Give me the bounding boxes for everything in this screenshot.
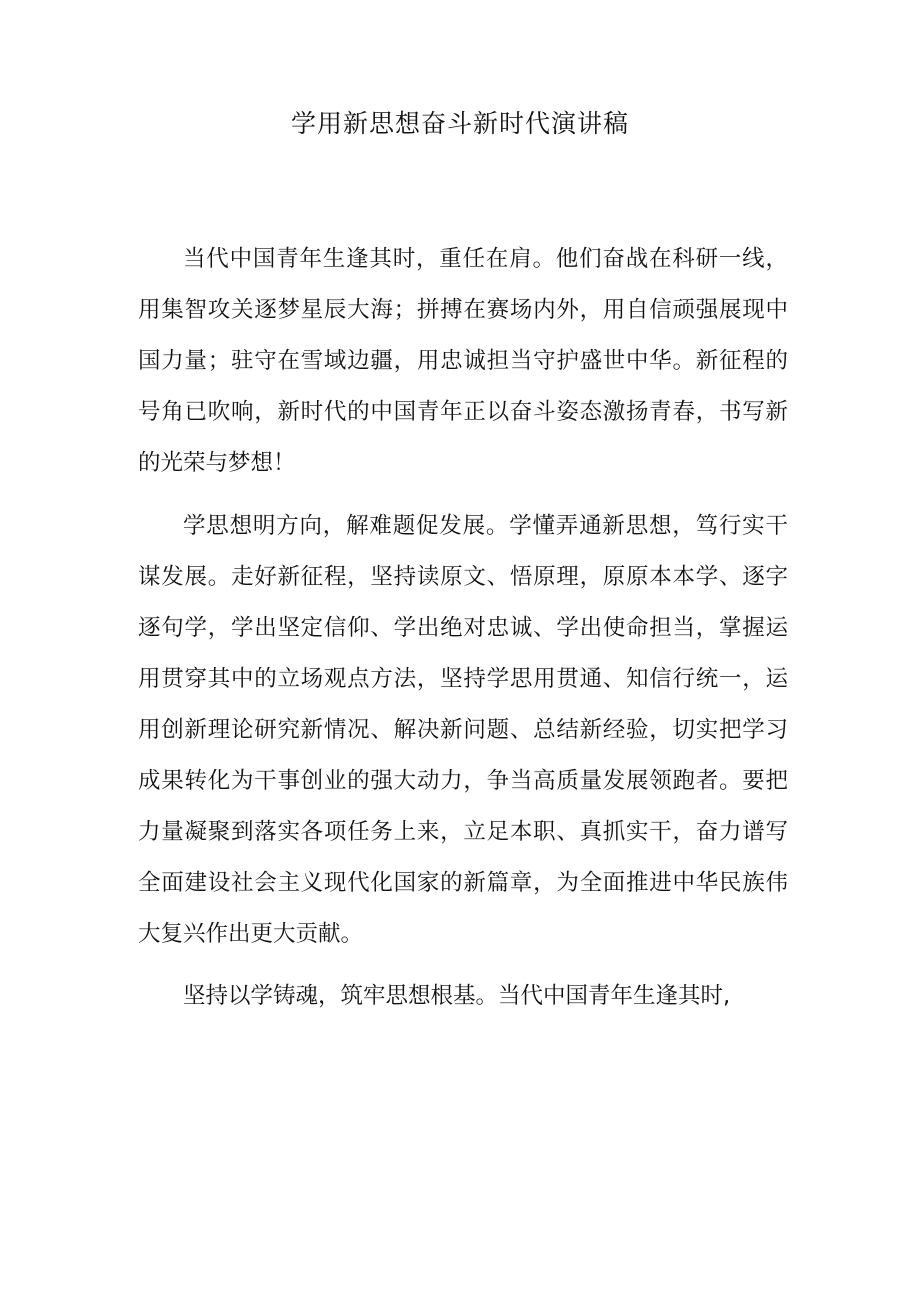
document-body (138, 234, 788, 1022)
paragraph-3: 坚持以学铸魂，筑牢思想根基。当代中国青年生逢其时, (183, 983, 731, 1009)
paragraph-1: 当代中国青年生逢其时，重任在肩。他们奋战在科研一线，用集智攻关逐梦星辰大海；拼搏在赛场内外，用自信顽强展现中国力量；驻守在雪域边疆，用忠诚担当守护盛世中华。新征程的号角已吹响，新时代的中国青年正以奋斗姿态激扬青春，书写新的光荣与梦想！ (138, 246, 788, 476)
paragraph-2: 学思想明方向，解难题促发展。学懂弄通新思想，笃行实干谋发展。走好新征程，坚持读原文、悟原理，原原本本学、逐字逐句学，学出坚定信仰、学出绝对忠诚、学出使命担当，掌握运用贯穿其中的立场观点方法，坚持学思用贯通、知信行统一，运用创新理论研究新情况、解决新问题、总结新经验，切实把学习成果转化为干事创业的强大动力，争当高质量发展领跑者。要把力量凝聚到落实各项任务上来，立足本职、真抓实干，奋力谱写全面建设社会主义现代化国家的新篇章，为全面推进中华民族伟大复兴作出更大贡献。 (138, 512, 788, 947)
document-title: 学用新思想奋斗新时代演讲稿 (290, 109, 629, 138)
